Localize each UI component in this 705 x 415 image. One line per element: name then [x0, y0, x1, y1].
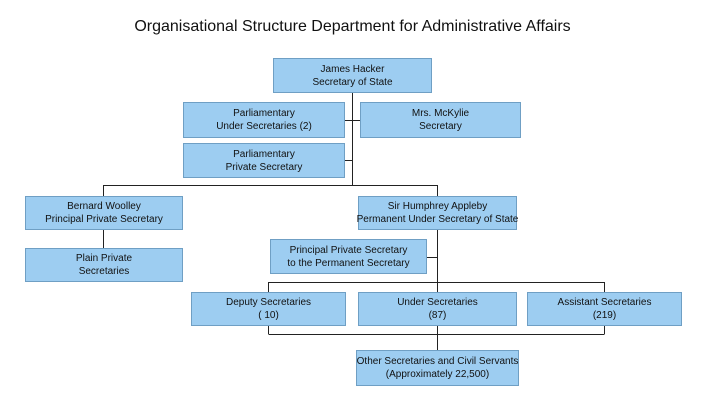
- node-bernard-woolley: [25, 196, 183, 230]
- node-plain-private-secretaries: [25, 248, 183, 282]
- node-assistant-secretaries: [527, 292, 682, 326]
- node-line: Permanent Under Secretary of State: [356, 214, 519, 225]
- node-line: Bernard Woolley: [67, 201, 141, 212]
- node-secretary-of-state: [273, 58, 432, 93]
- node-line: James Hacker: [320, 63, 385, 75]
- node-under-secretaries: [358, 292, 517, 326]
- node-line: Under Secretaries: [397, 297, 478, 308]
- node-line: Under Secretaries (2): [216, 121, 312, 132]
- node-line: Assistant Secretaries: [557, 297, 652, 308]
- chart-title: Organisational Structure Department for Administrative Affairs: [134, 18, 571, 35]
- node-line: Private Secretary: [225, 161, 303, 173]
- node-line: Mrs. McKylie: [411, 108, 470, 119]
- node-line: (Approximately 22,500): [385, 369, 490, 380]
- node-pps-to-permanent-secretary: [270, 239, 427, 274]
- node-line: (219): [592, 310, 617, 321]
- node-line: Plain Private: [75, 253, 133, 264]
- node-line: Secretary: [419, 121, 462, 132]
- node-parliamentary-private-secretary: [183, 143, 345, 178]
- node-other-secretaries-civil-servants: [356, 350, 519, 386]
- node-line: ( 10): [258, 310, 279, 321]
- node-parliamentary-under-secretaries: [183, 102, 345, 138]
- node-line: Secretaries: [78, 266, 130, 277]
- node-line: Secretary of State: [312, 76, 393, 88]
- node-line: Parliamentary: [233, 108, 295, 119]
- node-sir-humphrey-appleby: [358, 196, 517, 230]
- node-deputy-secretaries: [191, 292, 346, 326]
- node-line: Other Secretaries and Civil Servants: [356, 356, 519, 367]
- node-line: Sir Humphrey Appleby: [387, 201, 488, 212]
- node-line: Principal Private Secretary: [289, 244, 408, 256]
- node-mrs-mckylie: [360, 102, 521, 138]
- node-line: Principal Private Secretary: [45, 214, 163, 225]
- node-line: Parliamentary: [233, 148, 295, 160]
- node-line: (87): [428, 310, 447, 321]
- node-line: to the Permanent Secretary: [287, 257, 410, 269]
- node-line: Deputy Secretaries: [225, 297, 312, 308]
